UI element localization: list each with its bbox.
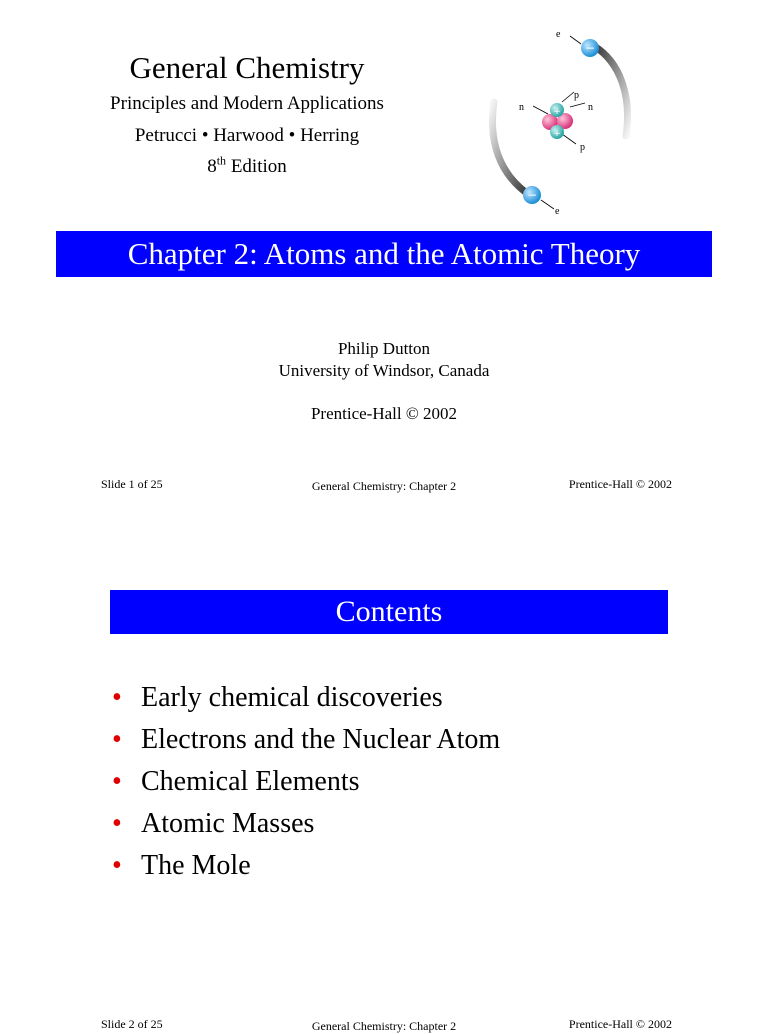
presenter-name: Philip Dutton (337, 339, 431, 358)
book-subtitle: Principles and Modern Applications (110, 93, 384, 114)
publisher-credit: Prentice-Hall © 2002 (310, 404, 458, 423)
slide1-footer-right: Prentice-Hall © 2002 (568, 477, 672, 491)
bullet-icon: • (112, 766, 122, 797)
bullet-icon: • (112, 724, 122, 755)
edition-number: 8 (207, 156, 217, 177)
svg-text:+: + (553, 107, 561, 117)
list-item-label: Early chemical discoveries (141, 682, 443, 713)
slide2-footer-right: Prentice-Hall © 2002 (568, 1017, 672, 1031)
svg-text:−: − (526, 188, 538, 202)
contents-heading-banner: Contents (110, 590, 668, 634)
bullet-icon: • (112, 682, 122, 713)
list-item-label: Electrons and the Nuclear Atom (141, 724, 501, 755)
label-e-bottom: e (555, 206, 560, 217)
list-item-label: The Mole (141, 850, 251, 881)
contents-list (112, 677, 500, 887)
svg-text:+: + (553, 129, 561, 139)
bullet-icon: • (112, 850, 122, 881)
list-item (112, 677, 500, 719)
book-edition (60, 155, 434, 179)
chapter-title-banner: Chapter 2: Atoms and the Atomic Theory (56, 231, 712, 277)
electron-orbit-bottom (492, 102, 528, 194)
bullet-icon: • (112, 808, 122, 839)
label-n-left: n (519, 102, 524, 113)
book-title: General Chemistry (129, 50, 365, 85)
edition-suffix: th (216, 153, 227, 168)
label-n-right: n (588, 102, 593, 113)
book-authors: Petrucci • Harwood • Herring (134, 125, 360, 146)
label-e-top: e (556, 29, 561, 40)
list-item (112, 719, 500, 761)
atom-diagram-icon (470, 24, 648, 220)
presenter-university: University of Windsor, Canada (278, 361, 490, 380)
list-item (112, 845, 500, 887)
electron-orbit-top (594, 46, 628, 136)
slide1-footer-slide-number: Slide 1 of 25 (101, 477, 163, 491)
label-p-top: p (574, 90, 579, 101)
slide2-footer-center: General Chemistry: Chapter 2 (311, 1019, 457, 1033)
slide2-footer-slide-number: Slide 2 of 25 (101, 1017, 163, 1031)
edition-word: Edition (230, 156, 287, 177)
list-item (112, 761, 500, 803)
list-item-label: Chemical Elements (141, 766, 360, 797)
list-item (112, 803, 500, 845)
label-p-bottom: p (580, 142, 585, 153)
list-item-label: Atomic Masses (141, 808, 315, 839)
svg-text:−: − (584, 41, 596, 55)
slide1-footer-center: General Chemistry: Chapter 2 (311, 479, 457, 493)
